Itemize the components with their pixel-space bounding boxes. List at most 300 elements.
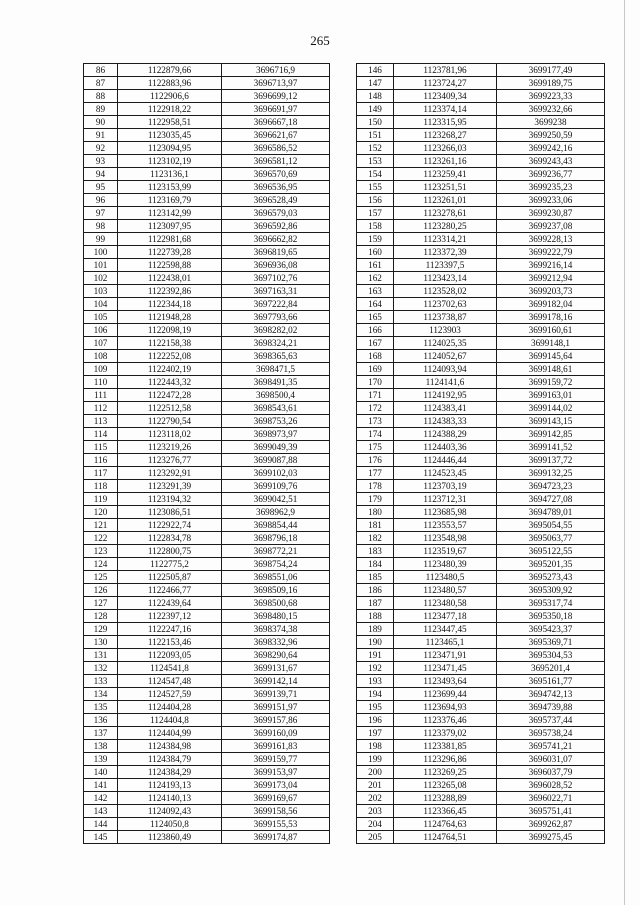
y-coordinate-cell: 3699158,56 [222,805,330,818]
table-row [357,766,605,779]
table-row [84,701,330,714]
x-coordinate-cell: 1123712,31 [394,493,497,506]
point-number-cell: 101 [84,259,118,272]
point-number-cell: 189 [357,623,394,636]
table-row [357,116,605,129]
point-number-cell: 111 [84,389,118,402]
y-coordinate-cell: 3699137,72 [497,454,605,467]
x-coordinate-cell: 1123280,25 [394,220,497,233]
y-coordinate-cell: 3699232,66 [497,103,605,116]
x-coordinate-cell: 1124092,43 [118,805,222,818]
table-row [84,662,330,675]
point-number-cell: 169 [357,363,394,376]
table-row [357,428,605,441]
point-number-cell: 132 [84,662,118,675]
point-number-cell: 97 [84,207,118,220]
x-coordinate-cell: 1124446,44 [394,454,497,467]
point-number-cell: 129 [84,623,118,636]
x-coordinate-cell: 1121948,28 [118,311,222,324]
point-number-cell: 135 [84,701,118,714]
y-coordinate-cell: 3699235,23 [497,181,605,194]
y-coordinate-cell: 3695054,55 [497,519,605,532]
y-coordinate-cell: 3695317,74 [497,597,605,610]
y-coordinate-cell: 3695161,77 [497,675,605,688]
x-coordinate-cell: 1123136,1 [118,168,222,181]
point-number-cell: 124 [84,558,118,571]
x-coordinate-cell: 1123724,27 [394,77,497,90]
y-coordinate-cell: 3699228,13 [497,233,605,246]
table-row [357,688,605,701]
table-row [84,142,330,155]
x-coordinate-cell: 1122906,6 [118,90,222,103]
point-number-cell: 190 [357,636,394,649]
y-coordinate-cell: 3698543,61 [222,402,330,415]
table-row [357,454,605,467]
x-coordinate-cell: 1124383,33 [394,415,497,428]
y-coordinate-cell: 3699233,06 [497,194,605,207]
y-coordinate-cell: 3698290,64 [222,649,330,662]
point-number-cell: 89 [84,103,118,116]
x-coordinate-cell: 1123480,58 [394,597,497,610]
x-coordinate-cell: 1122252,08 [118,350,222,363]
y-coordinate-cell: 3699174,87 [222,831,330,844]
x-coordinate-cell: 1122790,54 [118,415,222,428]
table-row [357,571,605,584]
x-coordinate-cell: 1122392,86 [118,285,222,298]
y-coordinate-cell: 3696667,18 [222,116,330,129]
table-row [357,207,605,220]
y-coordinate-cell: 3699212,94 [497,272,605,285]
y-coordinate-cell: 3698854,44 [222,519,330,532]
y-coordinate-cell: 3699230,87 [497,207,605,220]
y-coordinate-cell: 3699242,16 [497,142,605,155]
point-number-cell: 182 [357,532,394,545]
point-number-cell: 198 [357,740,394,753]
point-number-cell: 119 [84,493,118,506]
y-coordinate-cell: 3699189,75 [497,77,605,90]
table-row [357,818,605,831]
table-row [84,207,330,220]
point-number-cell: 144 [84,818,118,831]
y-coordinate-cell: 3695423,37 [497,623,605,636]
table-row [357,181,605,194]
x-coordinate-cell: 1124388,29 [394,428,497,441]
point-number-cell: 162 [357,272,394,285]
point-number-cell: 183 [357,545,394,558]
point-number-cell: 170 [357,376,394,389]
table-row [84,532,330,545]
point-number-cell: 133 [84,675,118,688]
y-coordinate-cell: 3699148,1 [497,337,605,350]
table-row [357,350,605,363]
y-coordinate-cell: 3699157,86 [222,714,330,727]
x-coordinate-cell: 1122879,66 [118,64,222,77]
point-number-cell: 159 [357,233,394,246]
y-coordinate-cell: 3698962,9 [222,506,330,519]
x-coordinate-cell: 1124764,51 [394,831,497,844]
x-coordinate-cell: 1123738,87 [394,311,497,324]
x-coordinate-cell: 1124383,41 [394,402,497,415]
y-coordinate-cell: 3699275,45 [497,831,605,844]
y-coordinate-cell: 3699141,52 [497,441,605,454]
point-number-cell: 203 [357,805,394,818]
table-row [357,363,605,376]
y-coordinate-cell: 3699049,39 [222,441,330,454]
point-number-cell: 155 [357,181,394,194]
table-row [84,220,330,233]
x-coordinate-cell: 1123493,64 [394,675,497,688]
x-coordinate-cell: 1122598,88 [118,259,222,272]
point-number-cell: 114 [84,428,118,441]
point-number-cell: 110 [84,376,118,389]
y-coordinate-cell: 3694742,13 [497,688,605,701]
point-number-cell: 160 [357,246,394,259]
y-coordinate-cell: 3699159,77 [222,753,330,766]
y-coordinate-cell: 3698772,21 [222,545,330,558]
table-row [357,155,605,168]
y-coordinate-cell: 3699139,71 [222,688,330,701]
coordinates-table-right [356,63,605,844]
y-coordinate-cell: 3695350,18 [497,610,605,623]
x-coordinate-cell: 1124403,36 [394,441,497,454]
y-coordinate-cell: 3699237,08 [497,220,605,233]
table-row [84,688,330,701]
table-row [84,493,330,506]
table-row [357,584,605,597]
table-row [357,558,605,571]
point-number-cell: 175 [357,441,394,454]
x-coordinate-cell: 1124052,67 [394,350,497,363]
y-coordinate-cell: 3698491,35 [222,376,330,389]
y-coordinate-cell: 3699148,61 [497,363,605,376]
y-coordinate-cell: 3695741,21 [497,740,605,753]
table-row [84,181,330,194]
point-number-cell: 146 [357,64,394,77]
point-number-cell: 194 [357,688,394,701]
y-coordinate-cell: 3696536,95 [222,181,330,194]
x-coordinate-cell: 1124404,99 [118,727,222,740]
y-coordinate-cell: 3695122,55 [497,545,605,558]
y-coordinate-cell: 3698374,38 [222,623,330,636]
x-coordinate-cell: 1124404,8 [118,714,222,727]
x-coordinate-cell: 1123086,51 [118,506,222,519]
x-coordinate-cell: 1122775,2 [118,558,222,571]
x-coordinate-cell: 1123699,44 [394,688,497,701]
point-number-cell: 87 [84,77,118,90]
table-row [84,129,330,142]
point-number-cell: 112 [84,402,118,415]
point-number-cell: 143 [84,805,118,818]
point-number-cell: 180 [357,506,394,519]
table-row [84,558,330,571]
x-coordinate-cell: 1123471,91 [394,649,497,662]
table-row [357,623,605,636]
table-row [357,506,605,519]
y-coordinate-cell: 3698500,68 [222,597,330,610]
y-coordinate-cell: 3694789,01 [497,506,605,519]
point-number-cell: 127 [84,597,118,610]
table-row [357,675,605,688]
y-coordinate-cell: 3698324,21 [222,337,330,350]
x-coordinate-cell: 1123035,45 [118,129,222,142]
table-row [84,584,330,597]
table-row [84,350,330,363]
point-number-cell: 199 [357,753,394,766]
table-row [357,545,605,558]
point-number-cell: 86 [84,64,118,77]
point-number-cell: 93 [84,155,118,168]
point-number-cell: 142 [84,792,118,805]
table-row [84,285,330,298]
table-row [84,155,330,168]
x-coordinate-cell: 1122098,19 [118,324,222,337]
y-coordinate-cell: 3696819,65 [222,246,330,259]
point-number-cell: 95 [84,181,118,194]
table-row [357,467,605,480]
x-coordinate-cell: 1123379,02 [394,727,497,740]
x-coordinate-cell: 1123292,91 [118,467,222,480]
x-coordinate-cell: 1124193,13 [118,779,222,792]
y-coordinate-cell: 3696037,79 [497,766,605,779]
x-coordinate-cell: 1124547,48 [118,675,222,688]
x-coordinate-cell: 1123471,45 [394,662,497,675]
point-number-cell: 96 [84,194,118,207]
table-row [84,610,330,623]
y-coordinate-cell: 3695737,44 [497,714,605,727]
point-number-cell: 99 [84,233,118,246]
x-coordinate-cell: 1123480,5 [394,571,497,584]
table-row [357,779,605,792]
x-coordinate-cell: 1122472,28 [118,389,222,402]
y-coordinate-cell: 3695273,43 [497,571,605,584]
y-coordinate-cell: 3696691,97 [222,103,330,116]
table-row [357,701,605,714]
table-row [84,90,330,103]
y-coordinate-cell: 3696936,08 [222,259,330,272]
y-coordinate-cell: 3699132,25 [497,467,605,480]
point-number-cell: 140 [84,766,118,779]
point-number-cell: 163 [357,285,394,298]
y-coordinate-cell: 3699216,14 [497,259,605,272]
x-coordinate-cell: 1124523,45 [394,467,497,480]
x-coordinate-cell: 1123409,34 [394,90,497,103]
table-row [84,103,330,116]
x-coordinate-cell: 1123477,18 [394,610,497,623]
table-row [357,805,605,818]
y-coordinate-cell: 3699143,15 [497,415,605,428]
table-row [357,168,605,181]
x-coordinate-cell: 1123519,67 [394,545,497,558]
table-row [84,363,330,376]
x-coordinate-cell: 1123118,02 [118,428,222,441]
x-coordinate-cell: 1123142,99 [118,207,222,220]
x-coordinate-cell: 1124050,8 [118,818,222,831]
x-coordinate-cell: 1122883,96 [118,77,222,90]
point-number-cell: 98 [84,220,118,233]
point-number-cell: 147 [357,77,394,90]
table-row [84,168,330,181]
table-row [84,818,330,831]
point-number-cell: 156 [357,194,394,207]
y-coordinate-cell: 3698500,4 [222,389,330,402]
y-coordinate-cell: 3696592,86 [222,220,330,233]
x-coordinate-cell: 1122981,68 [118,233,222,246]
table-row [357,272,605,285]
point-number-cell: 125 [84,571,118,584]
y-coordinate-cell: 3698282,02 [222,324,330,337]
y-coordinate-cell: 3698551,06 [222,571,330,584]
y-coordinate-cell: 3699238 [497,116,605,129]
x-coordinate-cell: 1123194,32 [118,493,222,506]
y-coordinate-cell: 3695201,4 [497,662,605,675]
page-number: 265 [310,33,330,48]
x-coordinate-cell: 1124192,95 [394,389,497,402]
x-coordinate-cell: 1123265,08 [394,779,497,792]
x-coordinate-cell: 1122922,74 [118,519,222,532]
point-number-cell: 94 [84,168,118,181]
point-number-cell: 171 [357,389,394,402]
x-coordinate-cell: 1123781,96 [394,64,497,77]
y-coordinate-cell: 3695751,41 [497,805,605,818]
x-coordinate-cell: 1122247,16 [118,623,222,636]
x-coordinate-cell: 1123376,46 [394,714,497,727]
x-coordinate-cell: 1124093,94 [394,363,497,376]
table-row [84,545,330,558]
y-coordinate-cell: 3699155,53 [222,818,330,831]
table-row [357,493,605,506]
x-coordinate-cell: 1122153,46 [118,636,222,649]
y-coordinate-cell: 3695369,71 [497,636,605,649]
x-coordinate-cell: 1122402,19 [118,363,222,376]
table-row [84,805,330,818]
table-row [84,64,330,77]
point-number-cell: 188 [357,610,394,623]
y-coordinate-cell: 3695304,53 [497,649,605,662]
table-row [84,116,330,129]
point-number-cell: 145 [84,831,118,844]
table-row [84,740,330,753]
table-row [84,77,330,90]
table-row [357,64,605,77]
point-number-cell: 108 [84,350,118,363]
table-row [84,467,330,480]
table-row [357,480,605,493]
y-coordinate-cell: 3696528,49 [222,194,330,207]
y-coordinate-cell: 3699160,09 [222,727,330,740]
point-number-cell: 165 [357,311,394,324]
x-coordinate-cell: 1123315,95 [394,116,497,129]
x-coordinate-cell: 1124541,8 [118,662,222,675]
x-coordinate-cell: 1123480,57 [394,584,497,597]
y-coordinate-cell: 3699163,01 [497,389,605,402]
table-row [84,714,330,727]
x-coordinate-cell: 1123372,39 [394,246,497,259]
table-row [84,441,330,454]
y-coordinate-cell: 3697102,76 [222,272,330,285]
x-coordinate-cell: 1123447,45 [394,623,497,636]
y-coordinate-cell: 3699250,59 [497,129,605,142]
y-coordinate-cell: 3696716,9 [222,64,330,77]
table-row [357,662,605,675]
y-coordinate-cell: 3699153,97 [222,766,330,779]
point-number-cell: 151 [357,129,394,142]
x-coordinate-cell: 1123269,25 [394,766,497,779]
table-row [357,103,605,116]
x-coordinate-cell: 1124384,29 [118,766,222,779]
x-coordinate-cell: 1123261,16 [394,155,497,168]
table-row [84,727,330,740]
x-coordinate-cell: 1123288,89 [394,792,497,805]
y-coordinate-cell: 3696586,52 [222,142,330,155]
point-number-cell: 154 [357,168,394,181]
y-coordinate-cell: 3698509,16 [222,584,330,597]
point-number-cell: 152 [357,142,394,155]
table-row [84,402,330,415]
point-number-cell: 131 [84,649,118,662]
y-coordinate-cell: 3696581,12 [222,155,330,168]
x-coordinate-cell: 1122505,87 [118,571,222,584]
table-row [357,831,605,844]
x-coordinate-cell: 1122397,12 [118,610,222,623]
y-coordinate-cell: 3699142,14 [222,675,330,688]
y-coordinate-cell: 3696028,52 [497,779,605,792]
table-row [357,389,605,402]
table-row [357,246,605,259]
x-coordinate-cell: 1123548,98 [394,532,497,545]
table-row [357,597,605,610]
y-coordinate-cell: 3699144,02 [497,402,605,415]
point-number-cell: 201 [357,779,394,792]
x-coordinate-cell: 1123553,57 [394,519,497,532]
x-coordinate-cell: 1122800,75 [118,545,222,558]
table-row [84,246,330,259]
x-coordinate-cell: 1124404,28 [118,701,222,714]
y-coordinate-cell: 3699182,04 [497,298,605,311]
table-row [357,610,605,623]
point-number-cell: 179 [357,493,394,506]
table-row [84,415,330,428]
x-coordinate-cell: 1123374,14 [394,103,497,116]
point-number-cell: 91 [84,129,118,142]
y-coordinate-cell: 3694727,08 [497,493,605,506]
x-coordinate-cell: 1123465,1 [394,636,497,649]
x-coordinate-cell: 1123153,99 [118,181,222,194]
table-row [84,649,330,662]
x-coordinate-cell: 1122443,32 [118,376,222,389]
y-coordinate-cell: 3698796,18 [222,532,330,545]
y-coordinate-cell: 3699178,16 [497,311,605,324]
table-row [357,740,605,753]
table-row [357,129,605,142]
point-number-cell: 192 [357,662,394,675]
table-row [84,636,330,649]
table-row [84,233,330,246]
x-coordinate-cell: 1123251,51 [394,181,497,194]
x-coordinate-cell: 1122466,77 [118,584,222,597]
page-margin-line [624,0,625,905]
point-number-cell: 128 [84,610,118,623]
x-coordinate-cell: 1123291,39 [118,480,222,493]
table-row [84,272,330,285]
point-number-cell: 137 [84,727,118,740]
point-number-cell: 166 [357,324,394,337]
table-row [357,753,605,766]
point-number-cell: 181 [357,519,394,532]
y-coordinate-cell: 3696621,67 [222,129,330,142]
point-number-cell: 136 [84,714,118,727]
point-number-cell: 173 [357,415,394,428]
x-coordinate-cell: 1123703,19 [394,480,497,493]
